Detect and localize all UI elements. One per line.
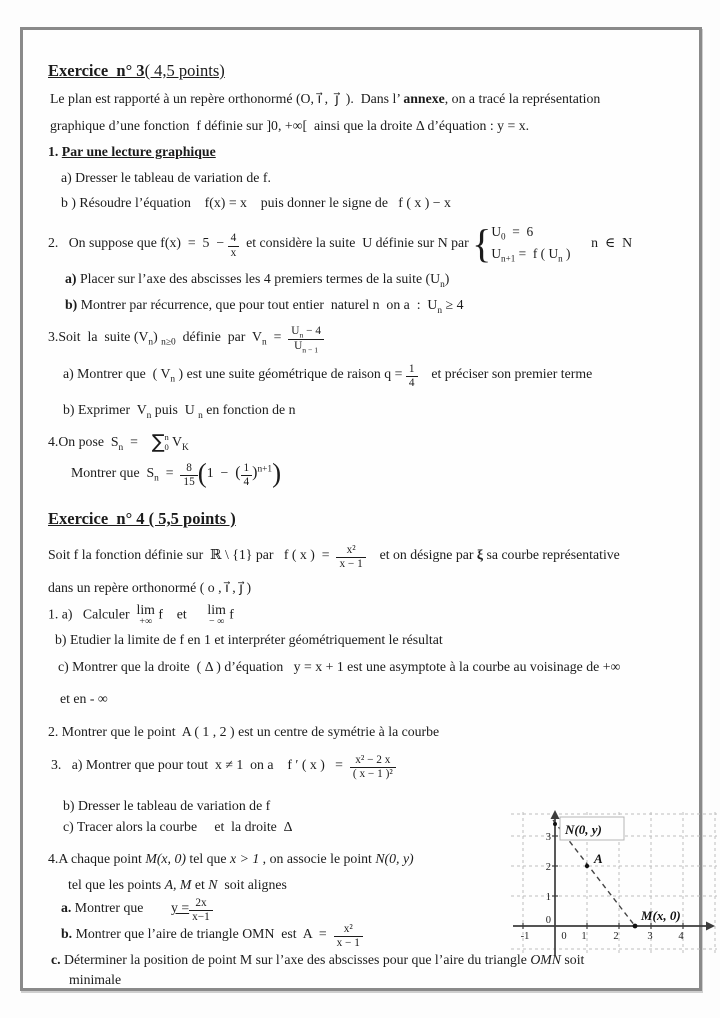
x-axis-arrow bbox=[706, 922, 715, 931]
ex4-q4-line2: tel que les points A, M et N soit alignes bbox=[68, 877, 287, 892]
ex4-q4b-label: b. bbox=[61, 925, 73, 941]
ex3-q4: 4.On pose $S_n$ = ∑ n 0 $V_K$ bbox=[48, 431, 189, 453]
ex4-intro-line2: dans un repère orthonormé ( o , ı⃗ , ȷ⃗ ) bbox=[48, 580, 252, 595]
svg-text:4: 4 bbox=[678, 931, 684, 942]
ex3-heading-title: Exercice n° 3 bbox=[48, 61, 145, 80]
y-axis-arrow bbox=[551, 810, 560, 819]
fraction-1-over-4: $\frac{1}{4}$ bbox=[406, 363, 418, 391]
ex4-heading: Exercice n° 4 ( 5,5 points ) bbox=[48, 509, 236, 528]
big-left-paren: ( bbox=[197, 458, 207, 489]
svg-text:3: 3 bbox=[647, 931, 653, 942]
label-a: A bbox=[594, 851, 603, 866]
y-tick-labels bbox=[546, 832, 551, 926]
ex4-q3b: b) Dresser le tableau de variation de f bbox=[63, 798, 271, 813]
ex3-q2b-label: b) bbox=[65, 297, 78, 312]
ex3-q3b: b) Exprimer $V_n$ puis U $_n$ en fonction de n bbox=[63, 402, 296, 421]
ex3-q1b: b ) Résoudre l’équation f(x) = x puis donner le signe de f ( x ) − x bbox=[61, 195, 451, 210]
point-m bbox=[633, 924, 638, 929]
ex4-q1b: b) Etudier la limite de f en 1 et interpréter géométriquement le résultat bbox=[55, 632, 443, 647]
ex3-q2 bbox=[48, 222, 632, 266]
ex3-q2-domain: n ∈ N bbox=[570, 235, 633, 251]
ex4-q4a: a. Montrer que y = $\frac{2x}{x-1}$ bbox=[61, 897, 213, 925]
svg-text:2: 2 bbox=[613, 931, 619, 942]
svg-text:-1: -1 bbox=[520, 931, 530, 942]
ex3-intro-line1 bbox=[50, 90, 600, 107]
big-right-paren: ) bbox=[272, 458, 282, 489]
ex3-q4-formula: Montrer que $S_n$ = $\frac{8}{15}$ (1 − ( $\frac{1}{4}$ )$^{n+1}$) bbox=[71, 458, 282, 489]
geometry-graph bbox=[509, 808, 720, 960]
exponent-n-plus-1: n+1 bbox=[257, 464, 273, 475]
ex4-q1c-cont: et en - ∞ bbox=[60, 691, 108, 706]
point-n-notation: N(0, y) bbox=[375, 851, 414, 866]
ex3-q2b: b) Montrer par récurrence, que pour tout entier naturel n on a : $U_n \ge 4$ bbox=[65, 297, 464, 316]
sum-bounds: n 0 bbox=[164, 432, 169, 452]
ex3-q1a: a) Dresser le tableau de variation de f. bbox=[61, 170, 271, 185]
ex3-q2-mid: et considère la suite U définie sur N par bbox=[239, 235, 473, 251]
svg-text:0: 0 bbox=[545, 915, 551, 926]
system-row2: $U_{n+1} = f$ ( $U_n$ ) bbox=[491, 245, 571, 264]
ex4-q2: 2. Montrer que le point A ( 1 , 2 ) est un centre de symétrie à la courbe bbox=[48, 724, 440, 739]
svg-text:3: 3 bbox=[545, 832, 551, 843]
y-equals-underlined: y = bbox=[170, 899, 190, 915]
ex4-q4c: c. Déterminer la position de point M sur l’axe des abscisses pour que l’aire du triangle OMN soit bbox=[51, 952, 585, 967]
limit-plus-infinity: lim +∞ bbox=[136, 602, 155, 628]
svg-text:1: 1 bbox=[581, 931, 587, 942]
fraction-un-ratio: $\frac{U_n - 4}{U_{n - 1}}$ bbox=[288, 325, 324, 355]
ex3-intro1-a: Le plan est rapporté à un repère orthonormé (O, ı⃗ , ȷ⃗ ). Dans l’ bbox=[50, 91, 404, 106]
fraction-2x-over-x-1: $\frac{2x}{x-1}$ bbox=[189, 897, 213, 925]
ex4-q4a-label: a. bbox=[61, 899, 72, 915]
svg-text:1: 1 bbox=[545, 892, 551, 903]
graph-svg bbox=[509, 808, 720, 960]
ex3-q2a: a) Placer sur l’axe des abscisses les 4 premiers termes de la suite $(U_n)$ bbox=[65, 271, 450, 290]
ex3-heading bbox=[48, 61, 225, 82]
ex3-q3a: a) Montrer que ( $V_n$ ) est une suite géométrique de raison q = $\frac{1}{4}$ et préciser son premier terme bbox=[63, 363, 593, 390]
system-brace: { bbox=[472, 220, 492, 266]
ex3-intro1-annexe: annexe bbox=[403, 91, 445, 106]
ex4-q4c-label: c. bbox=[51, 952, 61, 967]
ex3-q2-pre: 2. On suppose que f(x) = 5 − bbox=[48, 235, 228, 251]
fraction-derivative: $\frac{\text{x² − 2 x}}{\text{( x − 1 )²}}$ bbox=[350, 754, 396, 782]
ex3-q1-num: 1. bbox=[48, 144, 62, 159]
ex3-intro-line2: graphique d’une fonction f définie sur ]0, +∞[ ainsi que la droite Δ d’équation : y = x. bbox=[50, 118, 530, 133]
limit-minus-infinity: lim − ∞ bbox=[207, 602, 226, 628]
ex4-q1a: 1. a) Calculer lim +∞ f et lim − ∞ f bbox=[48, 602, 234, 628]
point-n bbox=[553, 822, 557, 826]
ex3-q3: 3.Soit la suite $(V_n)$ $_{n\ge 0}$ définie par $V_n$ = $\frac{U_n - 4}{U_{n - 1}}$ bbox=[48, 325, 324, 355]
svg-text:2: 2 bbox=[545, 862, 551, 873]
point-a bbox=[585, 864, 589, 868]
x-tick-labels bbox=[521, 931, 685, 942]
ex3-q3-condition-sub: n≥0 bbox=[161, 337, 176, 348]
document-border-frame bbox=[20, 27, 702, 991]
ex4-q4-line1: 4.A chaque point M(x, 0) tel que x > 1 , on associe le point N(0, y) bbox=[48, 851, 414, 866]
ex3-q1-heading bbox=[48, 143, 216, 160]
fraction-x2-over-x-1: $\frac{\text{x²}}{x - 1}$ bbox=[336, 544, 365, 572]
point-m-notation: M(x, 0) bbox=[145, 851, 186, 866]
ex3-heading-points: ( 4,5 points) bbox=[144, 61, 225, 80]
label-m: M(x, 0) bbox=[641, 908, 681, 923]
recurrence-system bbox=[491, 222, 570, 266]
svg-text:0: 0 bbox=[561, 931, 567, 942]
ex3-q1-title: Par une lecture graphique bbox=[61, 144, 216, 159]
sigma-sum-symbol: ∑ bbox=[151, 431, 165, 453]
system-row1: $U_0 = 6$ bbox=[491, 224, 534, 242]
xi-curve-symbol: ξ bbox=[476, 546, 484, 562]
ex3-intro1-c: , on a tracé la représentation bbox=[444, 91, 601, 106]
ex4-intro-line1: Soit f la fonction définie sur ℝ \ {1} par f ( x ) = $\frac{\text{x²}}{x - 1}$ et on désigne par ξ sa courbe représentative bbox=[48, 544, 620, 571]
label-n: N(0, y) bbox=[565, 822, 602, 837]
ex4-q4b: b. Montrer que l’aire de triangle OMN est A = $\frac{\text{x²}}{x - 1}$ bbox=[61, 923, 363, 951]
fraction-area: $\frac{\text{x²}}{x - 1}$ bbox=[334, 923, 363, 951]
fraction-4-over-x: $\frac{4}{x}$ bbox=[228, 232, 240, 260]
fraction-8-over-15: $\frac{8}{15}$ bbox=[180, 462, 197, 490]
ex4-q1c: c) Montrer que la droite ( Δ ) d’équation y = x + 1 est une asymptote à la courbe au voisinage de +∞ bbox=[58, 659, 621, 674]
ex4-q4c-cont: minimale bbox=[69, 972, 122, 987]
ex3-q2a-label: a) bbox=[65, 271, 77, 286]
fraction-1-over-4-small: $\frac{1}{4}$ bbox=[241, 462, 253, 490]
ex4-q3c: c) Tracer alors la courbe et la droite Δ bbox=[63, 819, 293, 834]
ex4-q3a: 3. a) Montrer que pour tout x ≠ 1 on a f ′ ( x ) = $\frac{\text{x² − 2 x}}{\text{( x − 1 )²}}$ bbox=[51, 754, 396, 782]
